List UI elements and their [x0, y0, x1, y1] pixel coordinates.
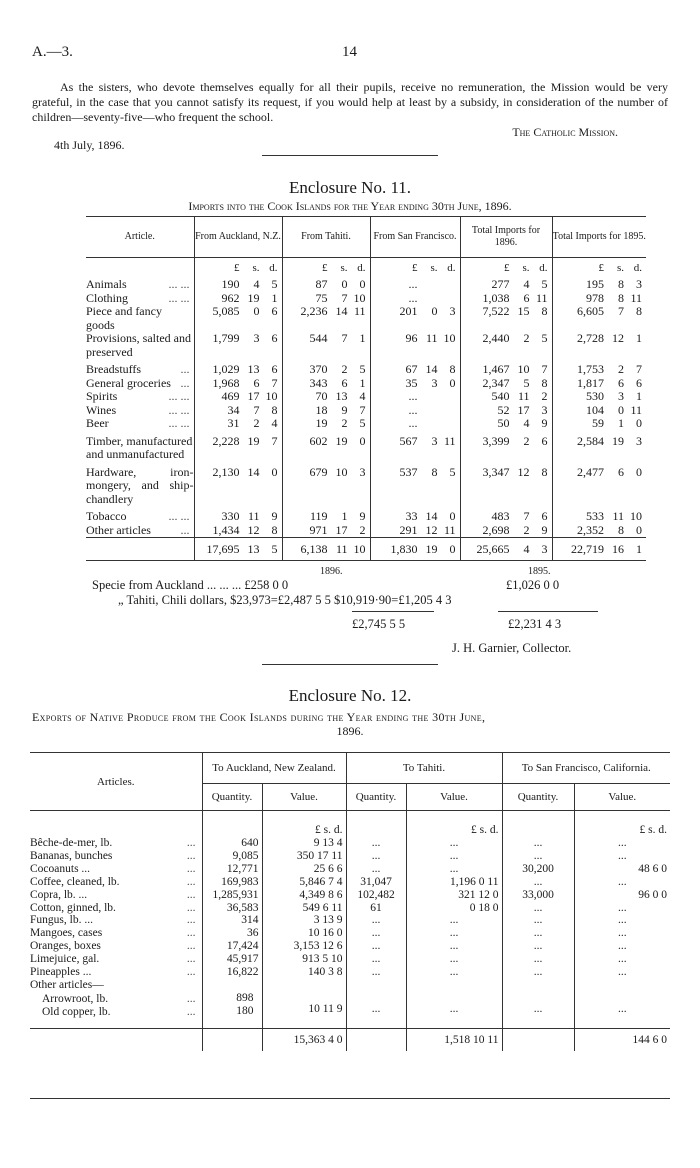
unit-label: £ s. d.	[282, 258, 370, 279]
qty-oldcopper: 180	[236, 1004, 254, 1017]
amount-cell: 277 4 5	[460, 278, 552, 292]
article-name: Tobacco ... ...	[86, 509, 190, 523]
amount-cell: 5,085 0 6	[194, 305, 282, 332]
amount-cell: 1,799 3 6	[194, 332, 282, 359]
amount-cell: 2,728 12 1	[552, 332, 646, 359]
article-name: Cotton, ginned, lb. ...	[30, 901, 196, 914]
table-row	[30, 953, 670, 966]
article-name: Other articles—	[30, 978, 104, 991]
cell-tv: ...	[406, 914, 502, 927]
cell-aq: 17,424	[202, 940, 262, 953]
cell-av: 9 13 4	[262, 837, 346, 850]
dots: ...	[502, 992, 574, 1029]
amount-cell: 1,038 6 11	[460, 292, 552, 306]
table-row	[30, 940, 670, 953]
amount-cell: 978 8 11	[552, 292, 646, 306]
divider	[262, 155, 438, 156]
group-sanfrancisco: To San Francisco, California.	[502, 753, 670, 784]
cell-sq: ...	[502, 914, 574, 927]
year-1896: 1896.	[320, 566, 343, 577]
amount-cell: 530 3 1	[552, 390, 646, 404]
exports-table	[30, 752, 670, 1051]
amount-cell: 18 9 7	[282, 404, 370, 418]
cell-sv: ...	[574, 927, 670, 940]
cell-sv: 48 6 0	[574, 863, 670, 876]
amount-cell: 971 17 2	[282, 524, 370, 538]
col-total-1896: Total Imports for 1896.	[460, 217, 552, 258]
cell-tq: ...	[346, 850, 406, 863]
article-name: Coffee, cleaned, lb. ...	[30, 875, 196, 888]
amount-cell: 6,605 7 8	[552, 305, 646, 332]
article-name: Breadstuffs ...	[86, 362, 190, 376]
amount-cell: 2,347 5 8	[460, 377, 552, 391]
amount-cell: 87 0 0	[282, 278, 370, 292]
amount-cell: 1,753 2 7	[552, 359, 646, 377]
article-name: Beer ... ...	[86, 416, 190, 430]
unit-label: £ s. d.	[370, 258, 460, 279]
table-row	[30, 979, 670, 992]
cell-aq: 9,085	[202, 850, 262, 863]
col-article: Article.	[86, 217, 194, 258]
amount-cell: 602 19 0	[282, 431, 370, 462]
amount-cell: 195 8 3	[552, 278, 646, 292]
cell-tq	[346, 979, 406, 992]
exports-unit-row	[30, 811, 670, 838]
cell-sq: ...	[502, 966, 574, 979]
enclosure-12-caption: Exports of Native Produce from the Cook Islands during the Year ending the 30th June,	[32, 710, 486, 724]
cell-av: 4,349 8 6	[262, 889, 346, 902]
table-row	[86, 305, 646, 332]
cell-av: 549 6 11	[262, 902, 346, 915]
dots: ...	[346, 992, 406, 1029]
exports-totals-row	[30, 1028, 670, 1051]
cell-tv: 321 12 0	[406, 889, 502, 902]
cell-tv: ...	[406, 927, 502, 940]
cell-sq: 30,200	[502, 863, 574, 876]
article-name: Clothing ... ...	[86, 290, 190, 305]
article-name: Bananas, bunches ...	[30, 849, 196, 862]
cell-tq: ...	[346, 966, 406, 979]
document-reference: A.—3.	[32, 44, 73, 60]
article-name: Copra, lb. ... ...	[30, 888, 196, 901]
enclosure-12-caption-year: 1896.	[336, 724, 364, 738]
cell-sq: ...	[502, 850, 574, 863]
cell-sq: 33,000	[502, 889, 574, 902]
amount-cell: 2,236 14 11	[282, 305, 370, 332]
divider	[262, 664, 438, 665]
article-name: Hardware, iron-mongery, and ship-chandlery	[86, 464, 194, 506]
dots: ...	[574, 992, 670, 1029]
article-name: Pineapples ... ...	[30, 966, 196, 979]
table-row	[30, 889, 670, 902]
total-tahiti: 1,518 10 11	[406, 1028, 502, 1051]
cell-aq: 36	[202, 927, 262, 940]
specie-tahiti: „ Tahiti, Chili dollars, $23,973=£2,487 5 5 $10,919·90=£1,205 4 3	[118, 593, 452, 607]
article-name: Cocoanuts ... ...	[30, 862, 196, 875]
page-number: 14	[342, 44, 357, 60]
table-row	[86, 278, 646, 292]
amount-cell: ...	[370, 417, 460, 431]
cell-sv	[574, 979, 670, 992]
article-name: Wines ... ...	[86, 402, 190, 417]
amount-cell: 2,477 6 0	[552, 462, 646, 507]
total-cell: 25,665 4 3	[460, 538, 552, 561]
article-name: General groceries ...	[86, 375, 190, 390]
group-auckland: To Auckland, New Zealand.	[202, 753, 346, 784]
imports-table	[86, 216, 646, 561]
cell-sq: ...	[502, 940, 574, 953]
amount-cell: 35 3 0	[370, 377, 460, 391]
cell-tq: ...	[346, 953, 406, 966]
amount-cell: 544 7 1	[282, 332, 370, 359]
table-row	[30, 876, 670, 889]
table-row	[86, 332, 646, 359]
cell-sv: ...	[574, 940, 670, 953]
bottom-rule	[30, 1098, 670, 1099]
unit-label: £ s. d.	[194, 258, 282, 279]
cell-tq: 102,482	[346, 889, 406, 902]
amount-cell: 533 11 10	[552, 506, 646, 524]
sub-quantity: Quantity.	[502, 784, 574, 811]
amount-cell: 1,467 10 7	[460, 359, 552, 377]
table-row	[86, 417, 646, 431]
amount-cell: 104 0 11	[552, 404, 646, 418]
amount-cell: 2,228 19 7	[194, 431, 282, 462]
collector-signature	[452, 641, 571, 656]
amount-cell: ...	[370, 390, 460, 404]
cell-aq: 314	[202, 914, 262, 927]
article-name: Fungus, lb. ... ...	[30, 914, 196, 927]
amount-cell: 34 7 8	[194, 404, 282, 418]
table-row	[30, 992, 670, 1029]
cell-aq: 1,285,931	[202, 889, 262, 902]
sub-value: Value.	[406, 784, 502, 811]
article-name: Provisions, salted and preserved	[86, 331, 191, 359]
amount-cell: 52 17 3	[460, 404, 552, 418]
enclosure-12-title: Enclosure No. 12.	[288, 686, 412, 705]
table-row	[30, 927, 670, 940]
col-tahiti: From Tahiti.	[282, 217, 370, 258]
amount-cell: 2,440 2 5	[460, 332, 552, 359]
year-1895: 1895.	[528, 566, 551, 577]
amount-cell: 2,584 19 3	[552, 431, 646, 462]
qty-arrowroot: 898	[236, 991, 254, 1004]
cell-tv: 1,196 0 11	[406, 876, 502, 889]
group-tahiti: To Tahiti.	[346, 753, 502, 784]
amount-cell: 2,130 14 0	[194, 462, 282, 507]
cell-tv: ...	[406, 940, 502, 953]
total-sanfrancisco: 144 6 0	[574, 1028, 670, 1051]
col-articles: Articles.	[30, 753, 202, 811]
sub-value: Value.	[574, 784, 670, 811]
cell-aq	[202, 979, 262, 992]
unit-label: £ s. d.	[574, 811, 670, 838]
cell-tq: 31,047	[346, 876, 406, 889]
divider	[498, 611, 598, 612]
letter-paragraph: As the sisters, who devote themselves equally for all their pupils, receive no remuneration, the Mission would be very grateful, in the case that you cannot satisfy its request, if you would help at least by a subsidy, in consideration of the number of children—seventy-five—who frequent the school.	[32, 80, 668, 124]
cell-aq: 36,583	[202, 902, 262, 915]
table-row	[86, 506, 646, 524]
table-row	[30, 902, 670, 915]
table-row	[86, 404, 646, 418]
amount-cell: 31 2 4	[194, 417, 282, 431]
amount-cell: 19 2 5	[282, 417, 370, 431]
amount-cell: 201 0 3	[370, 305, 460, 332]
sub-quantity: Quantity.	[202, 784, 262, 811]
table-row	[30, 914, 670, 927]
cell-av: 140 3 8	[262, 966, 346, 979]
amount-cell: 540 11 2	[460, 390, 552, 404]
cell-tv: 0 18 0	[406, 902, 502, 915]
cell-av: 10 16 0	[262, 927, 346, 940]
cell-tv	[406, 979, 502, 992]
unit-label: £ s. d.	[262, 811, 346, 838]
table-row	[30, 966, 670, 979]
amount-cell: 2,698 2 9	[460, 524, 552, 538]
cell-sq: ...	[502, 876, 574, 889]
amount-cell: 483 7 6	[460, 506, 552, 524]
table-row	[30, 850, 670, 863]
article-arrowroot: Arrowroot, lb. ...	[42, 992, 196, 1005]
cell-tq: ...	[346, 914, 406, 927]
amount-cell: ...	[370, 278, 460, 292]
amount-cell: 2,352 8 0	[552, 524, 646, 538]
amount-cell: ...	[370, 404, 460, 418]
table-row	[86, 292, 646, 306]
table-row	[86, 359, 646, 377]
sub-quantity: Quantity.	[346, 784, 406, 811]
cell-tv: ...	[406, 966, 502, 979]
cell-sv: ...	[574, 966, 670, 979]
article-name: Mangoes, cases ...	[30, 927, 196, 940]
cell-sq	[502, 979, 574, 992]
article-name: Timber, manufactured and unmanufactured	[86, 433, 193, 461]
divider	[352, 611, 434, 612]
cell-av: 5,846 7 4	[262, 876, 346, 889]
amount-cell: 343 6 1	[282, 377, 370, 391]
cell-aq: 45,917	[202, 953, 262, 966]
amount-cell: 537 8 5	[370, 462, 460, 507]
amount-cell: 1,434 12 8	[194, 524, 282, 538]
amount-cell: 291 12 11	[370, 524, 460, 538]
amount-cell: 3,399 2 6	[460, 431, 552, 462]
table-row	[86, 431, 646, 462]
specie-auckland: Specie from Auckland ... ... ... £258 0 0	[92, 578, 289, 592]
amount-cell: 567 3 11	[370, 431, 460, 462]
total-cell: 1,830 19 0	[370, 538, 460, 561]
amount-cell: 7,522 15 8	[460, 305, 552, 332]
sub-value: Value.	[262, 784, 346, 811]
table-row	[86, 390, 646, 404]
table-row	[30, 863, 670, 876]
cell-av: 25 6 6	[262, 863, 346, 876]
cell-sq: ...	[502, 902, 574, 915]
cell-aq: 12,771	[202, 863, 262, 876]
cell-tv: ...	[406, 863, 502, 876]
enclosure-11-title: Enclosure No. 11.	[288, 178, 412, 197]
cell-sv: ...	[574, 953, 670, 966]
col-sanfrancisco: From San Francisco.	[370, 217, 460, 258]
amount-cell: 119 1 9	[282, 506, 370, 524]
exports-group-row	[30, 753, 670, 784]
cell-tv: ...	[406, 850, 502, 863]
dots: ...	[406, 992, 502, 1029]
cell-av: 913 5 10	[262, 953, 346, 966]
unit-label: £ s. d.	[406, 811, 502, 838]
total-cell: 22,719 16 1	[552, 538, 646, 561]
amount-cell: 330 11 9	[194, 506, 282, 524]
cell-sv: ...	[574, 902, 670, 915]
cell-sv: ...	[574, 876, 670, 889]
article-name: Limejuice, gal. ...	[30, 953, 196, 966]
collector-text: J. H. Garnier, Collector.	[452, 641, 572, 655]
total-auckland: 15,363 4 0	[262, 1028, 346, 1051]
cell-sv: ...	[574, 850, 670, 863]
letter-signature: The Catholic Mission.	[512, 125, 618, 139]
cell-aq: 169,983	[202, 876, 262, 889]
amount-cell: 67 14 8	[370, 359, 460, 377]
amount-cell: 190 4 5	[194, 278, 282, 292]
enclosure-11-caption: Imports into the Cook Islands for the Year ending 30th June, 1896.	[188, 199, 512, 213]
cell-av: 3 13 9	[262, 914, 346, 927]
article-name: Spirits ... ...	[86, 389, 190, 403]
amount-cell: 33 14 0	[370, 506, 460, 524]
unit-label: £ s. d.	[552, 258, 646, 279]
cell-tq: ...	[346, 927, 406, 940]
unit-label: £ s. d.	[460, 258, 552, 279]
article-name: Animals ... ...	[86, 277, 190, 291]
cell-aq: 640	[202, 837, 262, 850]
amount-cell: 3,347 12 8	[460, 462, 552, 507]
article-name: Oranges, boxes ...	[30, 940, 196, 953]
cell-sq: ...	[502, 953, 574, 966]
col-auckland: From Auckland, N.Z.	[194, 217, 282, 258]
cell-aq: 16,822	[202, 966, 262, 979]
cell-tq: ...	[346, 863, 406, 876]
article-name: Bêche-de-mer, lb. ...	[30, 837, 196, 849]
amount-cell: 962 19 1	[194, 292, 282, 306]
amount-cell: 75 7 10	[282, 292, 370, 306]
amount-cell: 70 13 4	[282, 390, 370, 404]
amount-cell: 1,817 6 6	[552, 377, 646, 391]
cell-tq: ...	[346, 940, 406, 953]
col-total-1895: Total Imports for 1895.	[552, 217, 646, 258]
amount-cell: 469 17 10	[194, 390, 282, 404]
amount-cell: 1,029 13 6	[194, 359, 282, 377]
article-name: Piece and fancy goods	[86, 304, 162, 332]
amount-cell: 50 4 9	[460, 417, 552, 431]
amount-cell: 370 2 5	[282, 359, 370, 377]
value-other: 10 11 9	[262, 992, 346, 1029]
table-row	[86, 377, 646, 391]
cell-tv: ...	[406, 953, 502, 966]
table-row	[86, 524, 646, 538]
cell-av: 350 17 11	[262, 850, 346, 863]
cell-sv: ...	[574, 914, 670, 927]
cell-sq: ...	[502, 837, 574, 850]
cell-tv: ...	[406, 837, 502, 850]
imports-header-row	[86, 217, 646, 258]
cell-sv: ...	[574, 837, 670, 850]
amount-cell: 679 10 3	[282, 462, 370, 507]
amount-cell: 96 11 10	[370, 332, 460, 359]
imports-unit-row	[86, 258, 646, 279]
specie-auckland-1895: £1,026 0 0	[506, 578, 560, 592]
total-cell: 17,695 13 5	[194, 538, 282, 561]
cell-tq: 61	[346, 902, 406, 915]
cell-sq: ...	[502, 927, 574, 940]
amount-cell: ...	[370, 292, 460, 306]
article-name: Other articles ...	[86, 522, 190, 537]
total-cell: 6,138 11 10	[282, 538, 370, 561]
article-oldcopper: Old copper, lb. ...	[42, 1005, 196, 1018]
table-row	[30, 837, 670, 850]
amount-cell: 1,968 6 7	[194, 377, 282, 391]
specie-total-1895: £2,231 4 3	[508, 617, 562, 631]
cell-sv: 96 0 0	[574, 889, 670, 902]
imports-totals-row	[86, 538, 646, 561]
table-row	[86, 462, 646, 507]
letter-date: 4th July, 1896.	[54, 138, 125, 152]
specie-total-1896: £2,745 5 5	[352, 617, 406, 631]
cell-av	[262, 979, 346, 992]
cell-av: 3,153 12 6	[262, 940, 346, 953]
amount-cell: 59 1 0	[552, 417, 646, 431]
cell-tq: ...	[346, 837, 406, 850]
